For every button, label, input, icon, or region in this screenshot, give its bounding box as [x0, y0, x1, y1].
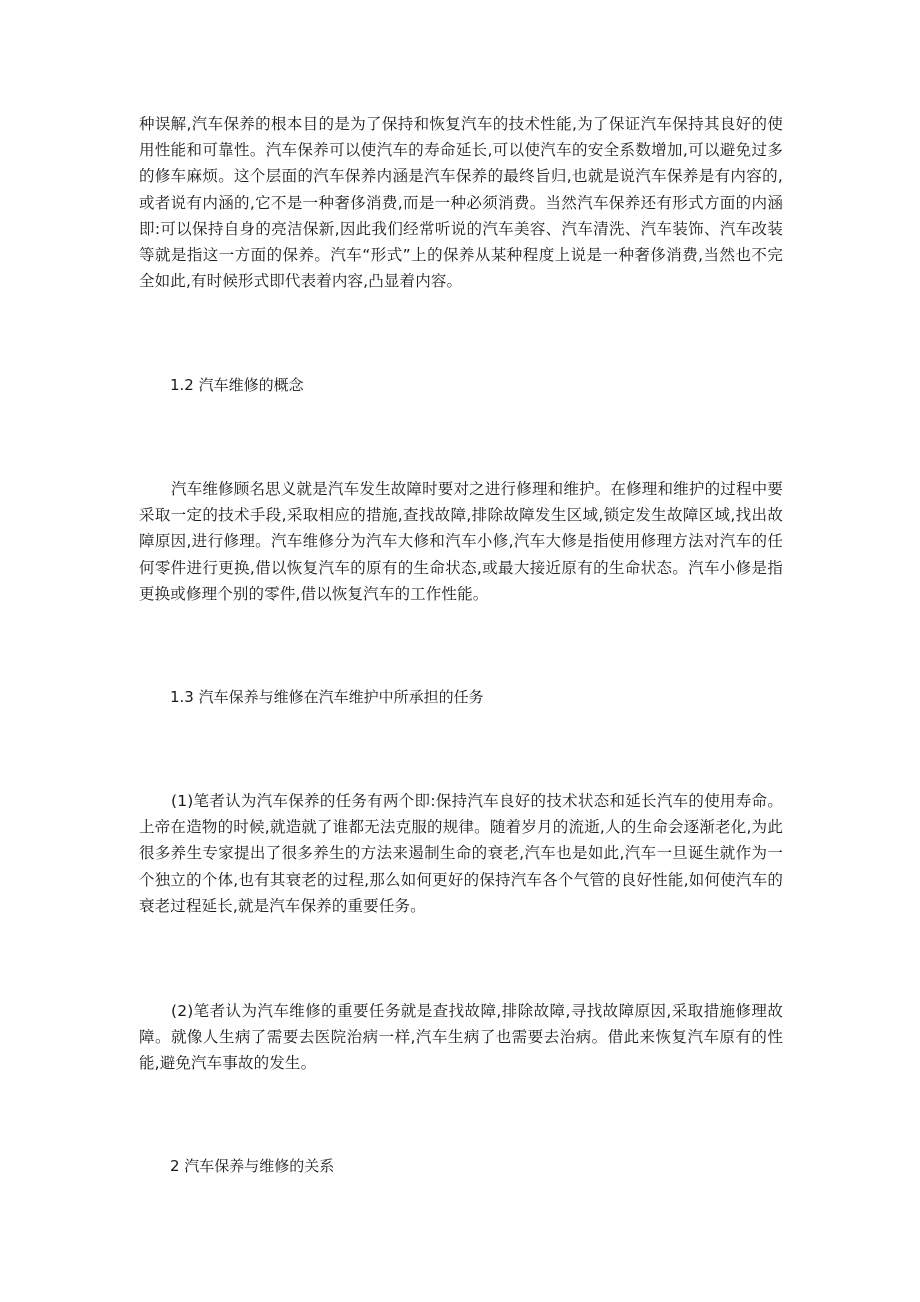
paragraph-1-3-a: (1)笔者认为汽车保养的任务有两个即:保持汽车良好的技术状态和延长汽车的使用寿命。上帝在造物的时候,就造就了谁都无法克服的规律。随着岁月的流逝,人的生命会逐渐老化,为此很多养生专家提出了很多养生的方法来遏制生命的衰老,汽车也是如此,汽车一旦诞生就作为一个独立的个体,也有其衰老的过程,那么如何更好的保持汽车各个气管的良好性能,如何使汽车的衰老过程延长,就是汽车保养的重要任务。	[139, 792, 783, 915]
section-heading-2: 2 汽车保养与维修的关系	[170, 1157, 335, 1175]
section-heading-1-3: 1.3 汽车保养与维修在汽车维护中所承担的任务	[170, 688, 484, 706]
section-heading-1-2: 1.2 汽车维修的概念	[170, 376, 304, 394]
paragraph-intro: 种误解,汽车保养的根本目的是为了保持和恢复汽车的技术性能,为了保证汽车保持其良好的使用性能和可靠性。汽车保养可以使汽车的寿命延长,可以使汽车的安全系数增加,可以避免过多的修车麻烦。这个层面的汽车保养内涵是汽车保养的最终旨归,也就是说汽车保养是有内容的,或者说有内涵的,它不是一种奢侈消费,而是一种必须消费。当然汽车保养还有形式方面的内涵即:可以保持自身的亮洁保新,因此我们经常听说的汽车美容、汽车清洗、汽车装饰、汽车改装等就是指这一方面的保养。汽车“形式”上的保养从某种程度上说是一种奢侈消费,当然也不完全如此,有时候形式即代表着内容,凸显着内容。	[139, 115, 783, 291]
paragraph-1-2: 汽车维修顾名思义就是汽车发生故障时要对之进行修理和维护。在修理和维护的过程中要采取一定的技术手段,采取相应的措施,查找故障,排除故障发生区域,锁定发生故障区域,找出故障原因,进行修理。汽车维修分为汽车大修和汽车小修,汽车大修是指使用修理方法对汽车的任何零件进行更换,借以恢复汽车的原有的生命状态,或最大接近原有的生命状态。汽车小修是指更换或修理个别的零件,借以恢复汽车的工作性能。	[139, 480, 783, 603]
paragraph-1-3-b: (2)笔者认为汽车维修的重要任务就是查找故障,排除故障,寻找故障原因,采取措施修理故障。就像人生病了需要去医院治病一样,汽车生病了也需要去治病。借此来恢复汽车原有的性能,避免汽车事故的发生。	[139, 1002, 783, 1073]
